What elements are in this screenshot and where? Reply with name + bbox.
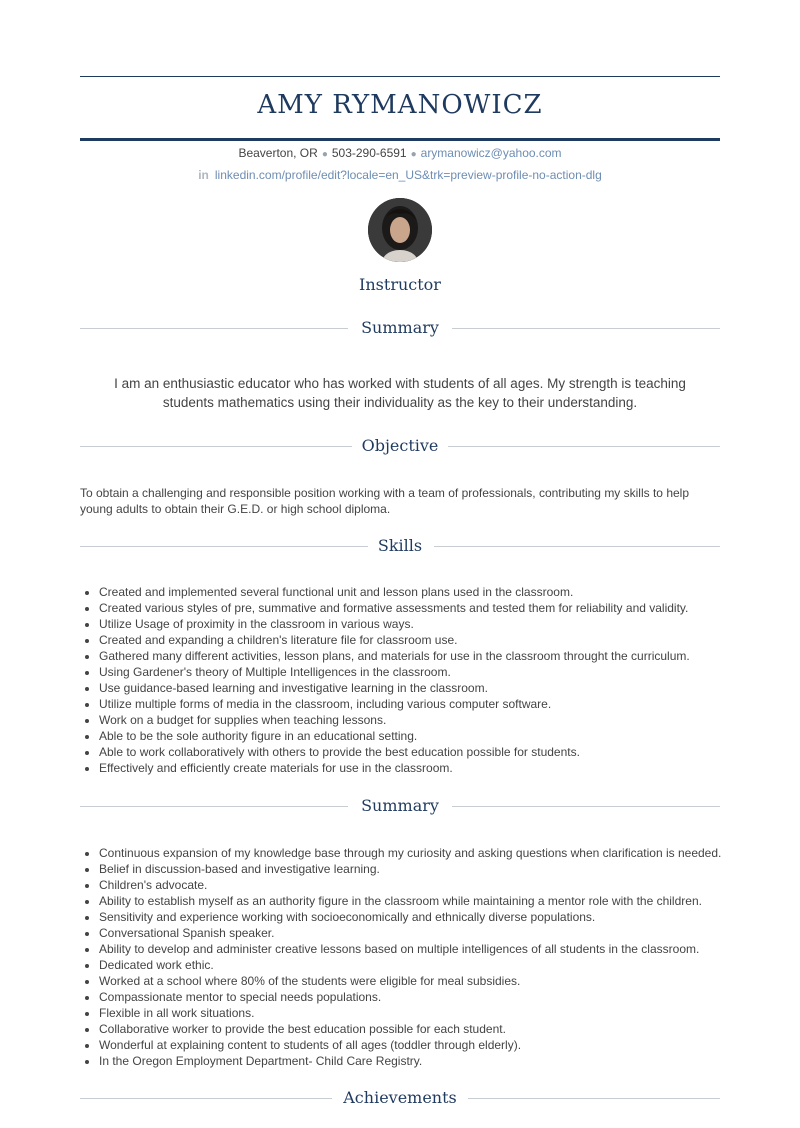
section-title: Summary [361, 318, 439, 337]
list-item: • Effectively and efficiently create materials for use in the classroom. [99, 760, 739, 776]
avatar [368, 198, 432, 262]
list-item: • Created and implemented several functional unit and lesson plans used in the classroom. [99, 584, 739, 600]
list-item: • Ability to establish myself as an authority figure in the classroom while maintaining a mentor role with the children. [99, 893, 739, 909]
list-item: • Continuous expansion of my knowledge base through my curiosity and asking questions when clarification is needed. [99, 845, 739, 861]
section-title: Summary [361, 796, 439, 815]
list-item: • Ability to develop and administer creative lessons based on multiple intelligences of all students in the classroom. [99, 941, 739, 957]
list-item: • Flexible in all work situations. [99, 1005, 739, 1021]
separator-dot-icon: ● [410, 149, 417, 160]
list-item: • Children's advocate. [99, 877, 739, 893]
list-item: • Dedicated work ethic. [99, 957, 739, 973]
list-item: • Worked at a school where 80% of the students were eligible for meal subsidies. [99, 973, 739, 989]
job-title: Instructor [359, 275, 441, 294]
list-item: • Sensitivity and experience working with socioeconomically and ethnically diverse populations. [99, 909, 739, 925]
contact-line [80, 146, 720, 160]
section-title: Skills [377, 536, 423, 555]
list-item: • Created various styles of pre, summative and formative assessments and tested them for reliability and validity. [99, 600, 739, 616]
list-item: • Using Gardener's theory of Multiple Intelligences in the classroom. [99, 664, 739, 680]
section-objective-heading [80, 436, 720, 456]
header-top-rule [80, 76, 720, 77]
location: Beaverton, OR [238, 146, 318, 160]
list-item: • Compassionate mentor to special needs populations. [99, 989, 739, 1005]
section-summary2-heading [80, 796, 720, 816]
list-item: • Collaborative worker to provide the best education possible for each student. [99, 1021, 739, 1037]
linkedin-icon: in [198, 168, 209, 182]
list-item: • Utilize Usage of proximity in the classroom in various ways. [99, 616, 739, 632]
list-item: • Able to work collaboratively with others to provide the best education possible for students. [99, 744, 739, 760]
list-item: • Work on a budget for supplies when teaching lessons. [99, 712, 739, 728]
list-item: • Wonderful at explaining content to students of all ages (toddler through elderly). [99, 1037, 739, 1053]
list-item: • Utilize multiple forms of media in the classroom, including various computer software. [99, 696, 739, 712]
candidate-name: AMY RYMANOWICZ [257, 90, 543, 120]
list-item: • In the Oregon Employment Department- Child Care Registry. [99, 1053, 739, 1069]
list-item: • Conversational Spanish speaker. [99, 925, 739, 941]
list-item: • Able to be the sole authority figure in an educational setting. [99, 728, 739, 744]
list-item: • Use guidance-based learning and investigative learning in the classroom. [99, 680, 739, 696]
linkedin-line [80, 168, 720, 182]
separator-dot-icon: ● [321, 149, 328, 160]
linkedin-link[interactable]: linkedin.com/profile/edit?locale=en_US&trk=preview-profile-no-action-dlg [214, 168, 602, 182]
section-achievements-heading [80, 1088, 720, 1108]
phone: 503-290-6591 [331, 146, 407, 160]
objective-paragraph: To obtain a challenging and responsible position working with a team of professionals, contributing my skills to help young adults to obtain their G.E.D. or high school diploma. [80, 486, 690, 516]
summary-paragraph: I am an enthusiastic educator who has worked with students of all ages. My strength is teaching students mathematics using their individuality as the key to their understanding. [114, 376, 686, 410]
list-item: • Created and expanding a children's literature file for classroom use. [99, 632, 739, 648]
section-title: Achievements [343, 1088, 457, 1107]
skills-list [80, 584, 739, 776]
section-skills-heading [80, 536, 720, 556]
section-title: Objective [361, 436, 439, 455]
email-link[interactable]: arymanowicz@yahoo.com [420, 146, 562, 160]
list-item: • Belief in discussion-based and investigative learning. [99, 861, 739, 877]
summary-list [80, 845, 739, 1069]
header-bottom-rule [80, 138, 720, 141]
section-summary-heading [80, 318, 720, 338]
list-item: • Gathered many different activities, lesson plans, and materials for use in the classroom throught the curriculum. [99, 648, 739, 664]
